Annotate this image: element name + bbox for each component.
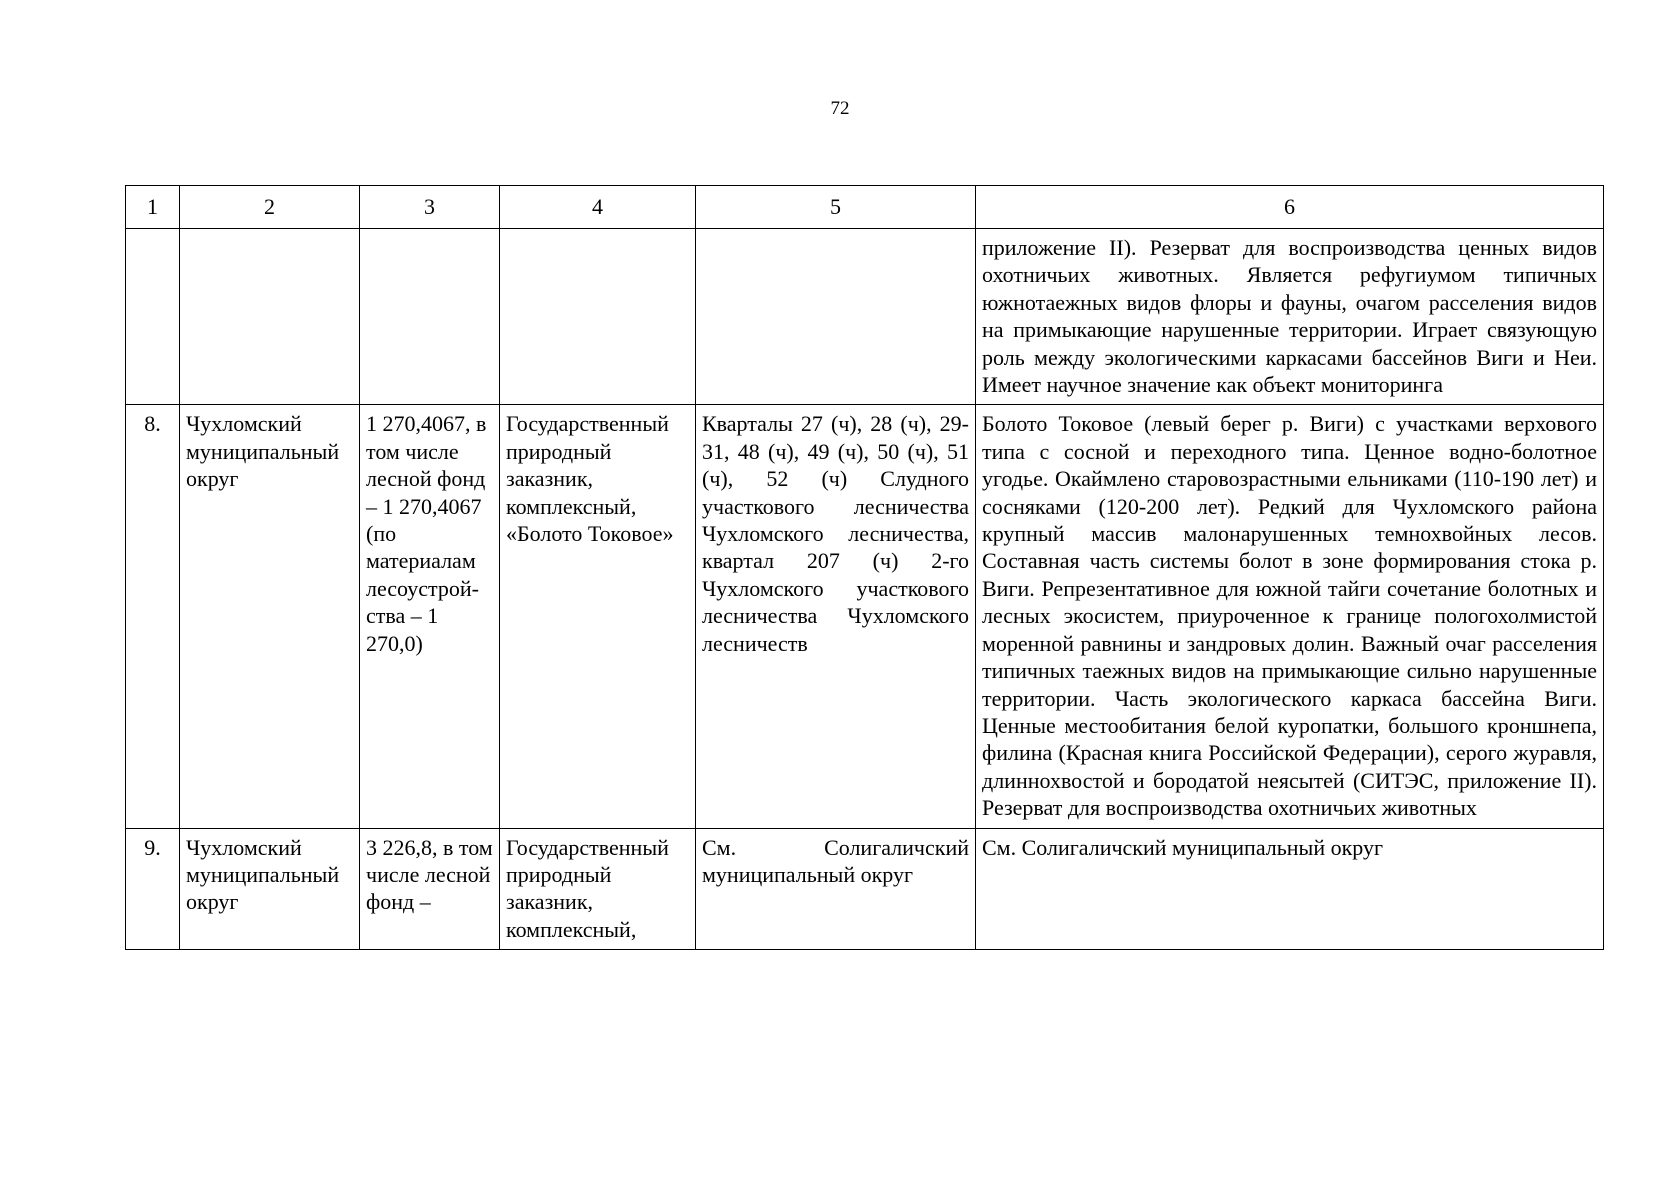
description-cell: приложение II). Резерват для воспроизводства ценных видов охотничьих животных. Является рефугиумом типичных южнотаежных видов флоры и фауны, очагом расселения видов на примыкающие нарушенные территории. Играет связующую роль между экологическими каркасами бассейнов Виги и Неи. Имеет научное значение как объект мониторинга xyxy=(976,229,1604,405)
column-header-6: 6 xyxy=(976,186,1604,229)
district-cell: Чухломский муниципальный округ xyxy=(180,828,360,950)
row-number-cell xyxy=(126,229,180,405)
category-cell: Государственный природный заказник, комплексный, xyxy=(500,828,696,950)
district-cell xyxy=(180,229,360,405)
table-header-row xyxy=(126,186,1604,229)
location-cell: См. Солигаличский муниципальный округ xyxy=(696,828,976,950)
row-number-cell: 8. xyxy=(126,405,180,828)
column-header-1: 1 xyxy=(126,186,180,229)
column-header-5: 5 xyxy=(696,186,976,229)
page-number: 72 xyxy=(830,98,850,119)
column-header-3: 3 xyxy=(360,186,500,229)
category-cell xyxy=(500,229,696,405)
area-cell: 1 270,4067, в том числе лесной фонд – 1 270,4067 (по материалам лесоустрой-ства – 1 270,0) xyxy=(360,405,500,828)
document-table xyxy=(125,185,1604,950)
area-cell xyxy=(360,229,500,405)
district-cell: Чухломский муниципальный округ xyxy=(180,405,360,828)
column-header-4: 4 xyxy=(500,186,696,229)
category-cell: Государственный природный заказник, комплексный, «Болото Токовое» xyxy=(500,405,696,828)
description-cell: Болото Токовое (левый берег р. Виги) с участками верхового типа с сосной и переходного типа. Ценное водно-болотное угодье. Окаймлено старовозрастными ельниками (110-190 лет) и сосняками (120-200 лет). Редкий для Чухломского района крупный массив малонарушенных темнохвойных лесов. Составная часть системы болот в зоне формирования стока р. Виги. Репрезентативное для южной тайги сочетание болотных и лесных экосистем, приуроченное к границе пологохолмистой моренной равнины и зандровых долин. Важный очаг расселения типичных таежных видов на примыкающие сильно нарушенные территории. Часть экологического каркаса бассейна Виги. Ценные местообитания белой куропатки, большого кроншнепа, филина (Красная книга Российской Федерации), серого журавля, длиннохвостой и бородатой неясытей (СИТЭС, приложение II). Резерват для воспроизводства охотничьих животных xyxy=(976,405,1604,828)
table-row xyxy=(126,405,1604,828)
row-number-cell: 9. xyxy=(126,828,180,950)
location-cell: Кварталы 27 (ч), 28 (ч), 29-31, 48 (ч), 49 (ч), 50 (ч), 51 (ч), 52 (ч) Слудного участкового лесничества Чухломского лесничества, квартал 207 (ч) 2-го Чухломского участкового лесничества Чухломского лесничеств xyxy=(696,405,976,828)
table-row xyxy=(126,229,1604,405)
description-cell: См. Солигаличский муниципальный округ xyxy=(976,828,1604,950)
location-cell xyxy=(696,229,976,405)
column-header-2: 2 xyxy=(180,186,360,229)
table-row xyxy=(126,828,1604,950)
area-cell: 3 226,8, в том числе лесной фонд – xyxy=(360,828,500,950)
